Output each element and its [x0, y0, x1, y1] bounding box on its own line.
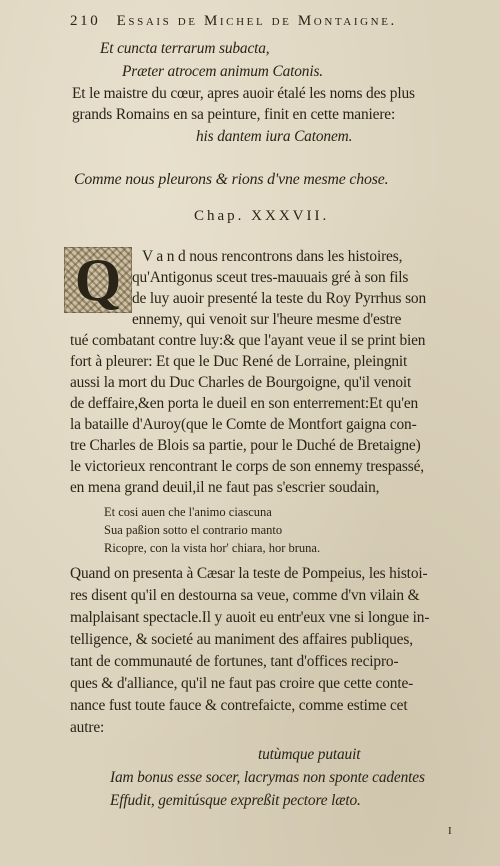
text-line: V a n d nous rencontrons dans les histoires, — [142, 248, 403, 265]
text-line: Quand on presenta à Cæsar la teste de Pompeius, les histoi- — [70, 565, 428, 582]
text-line: Et le maistre du cœur, apres auoir étalé les noms des plus — [72, 85, 415, 102]
running-header — [70, 14, 397, 29]
text-line: tué combatant contre luy:& que l'ayant veue il se print bien — [70, 332, 426, 349]
chapter-summary: Comme nous pleurons & rions d'vne mesme chose. — [74, 171, 389, 188]
verse-line: his dantem iura Catonem. — [196, 128, 353, 145]
page-number: 210 — [70, 13, 101, 29]
text-line: ennemy, qui venoit sur l'heure mesme d'estre — [132, 311, 402, 328]
text-line: en mena grand deuil,il ne faut pas s'escrier soudain, — [70, 479, 380, 496]
italian-verse-line: Ricopre, con la vista hor' chiara, hor bruna. — [104, 541, 321, 555]
final-verse-line: Effudit, gemitúsque expreßit pectore læto. — [110, 792, 361, 809]
top-verse-line: Et cuncta terrarum subacta, — [100, 40, 270, 57]
signature-mark: I — [448, 825, 452, 837]
text-line: de luy auoir presenté la teste du Roy Pyrrhus son — [132, 290, 426, 307]
text-line: de deffaire,&en porta le dueil en son enterrement:Et qu'en — [70, 395, 419, 412]
italian-verse-line: Sua paßion sotto el contrario manto — [104, 523, 283, 537]
text-line: ques & d'alliance, qu'il ne faut pas croire que cette conte- — [70, 675, 414, 692]
text-line: tre Charles de Blois sa partie, pour le Duché de Bretaigne) — [70, 437, 421, 454]
italian-verse-line: Et cosi auen che l'animo ciascuna — [104, 505, 272, 519]
text-line: fort à pleurer: Et que le Duc René de Lorraine, pleingnit — [70, 353, 408, 370]
text-line: aussi la mort du Duc Charles de Bourgoigne, qu'il venoit — [70, 374, 412, 391]
text-line: nance fust toute fauce & contrefaicte, comme estime cet — [70, 697, 408, 714]
running-title: Essais de Michel de Montaigne. — [116, 13, 397, 29]
ornamental-initial — [64, 247, 132, 313]
top-verse-line: Præter atrocem animum Catonis. — [122, 63, 323, 80]
text-line: autre: — [70, 719, 105, 736]
text-line: tant de communauté de fortunes, tant d'offices recipro- — [70, 653, 399, 670]
text-line: la bataille d'Auroy(que le Comte de Montfort gaigna con- — [70, 416, 417, 433]
text-line: malplaisant spectacle.Il y auoit eu entr'eux vne si longue in- — [70, 609, 430, 626]
final-verse-line: tutùmque putauit — [258, 746, 361, 763]
text-line: qu'Antigonus sceut tres-mauuais gré à son fils — [132, 269, 409, 286]
text-line: telligence, & societé au maniment des affaires publiques, — [70, 631, 413, 648]
text-line: res disent qu'il en destourna sa veue, comme d'vn vilain & — [70, 587, 420, 604]
chapter-heading: Chap. XXXVII. — [194, 208, 330, 224]
text-line: le victorieux rencontrant le corps de son ennemy trespassé, — [70, 458, 424, 475]
drop-initial-letter: Q — [74, 246, 122, 313]
final-verse-line: Iam bonus esse socer, lacrymas non sponte cadentes — [110, 769, 425, 786]
text-line: grands Romains en sa peinture, finit en cette maniere: — [72, 106, 396, 123]
